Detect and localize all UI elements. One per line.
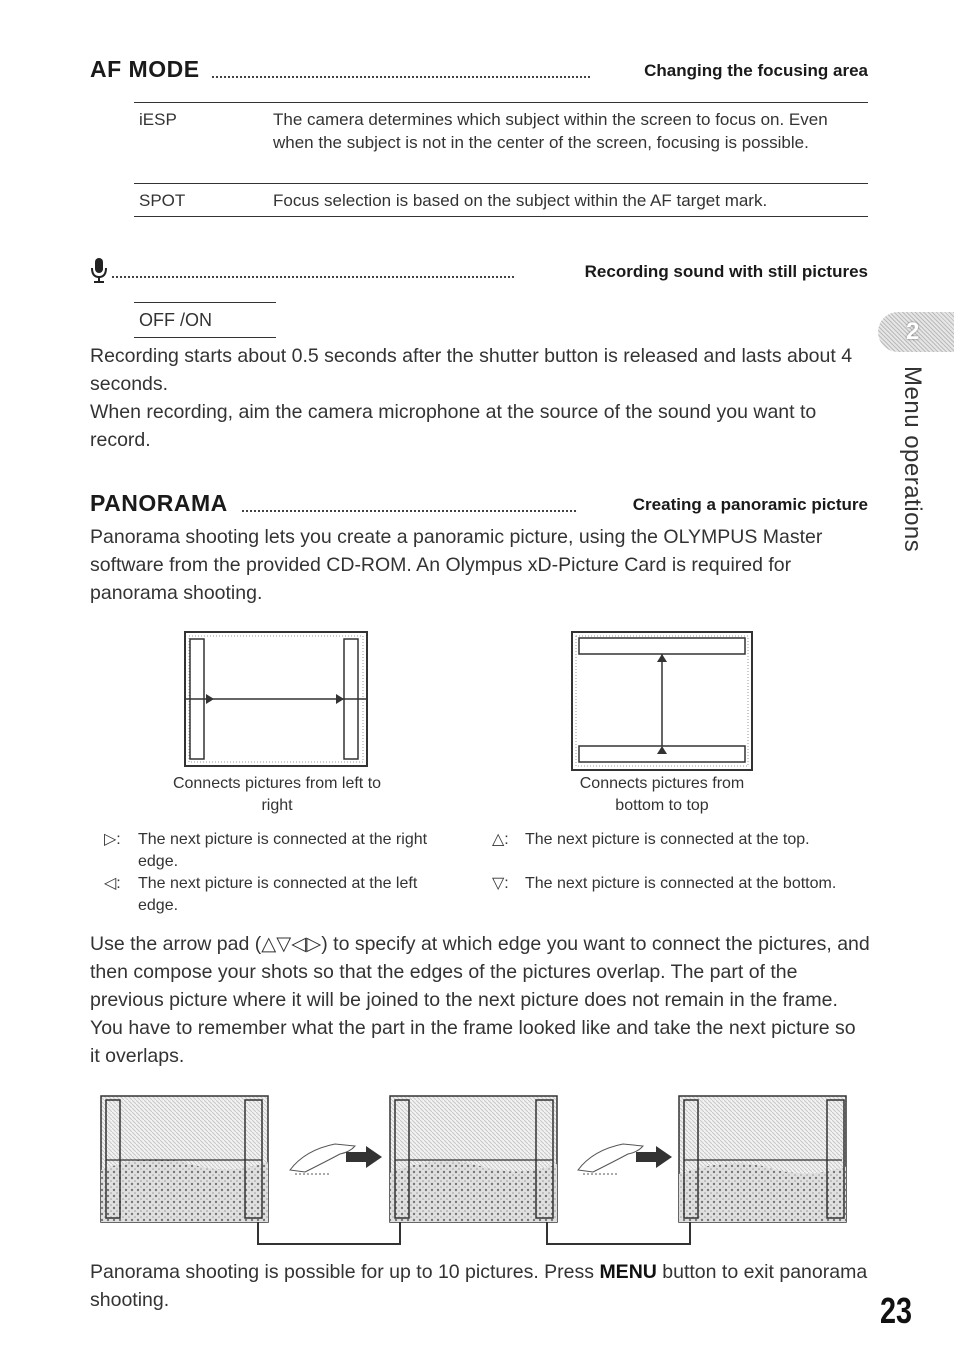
table-rule-top <box>134 102 868 103</box>
leader-dots <box>212 76 590 78</box>
table-rule-bottom <box>134 216 868 217</box>
left-arrow-icon: ◁: <box>104 875 121 892</box>
note-left-text: The next picture is connected at the left edge. <box>138 875 418 914</box>
sound-paragraph-1: Recording starts about 0.5 seconds after the shutter button is released and lasts about 4 seconds. <box>90 345 853 395</box>
note-top-text: The next picture is connected at the top. <box>525 831 810 848</box>
chapter-label: Menu operations <box>899 366 926 553</box>
chapter-number: 2 <box>906 318 920 345</box>
option-rule-top <box>134 302 276 303</box>
panorama-sequence-illustration <box>100 1092 850 1250</box>
sound-header <box>90 256 868 286</box>
menu-button-label: MENU <box>599 1261 657 1283</box>
sound-subtitle: Recording sound with still pictures <box>584 262 868 281</box>
caption-left-to-right: Connects pictures from left to right <box>172 775 382 814</box>
leader-dots <box>242 510 576 512</box>
sound-option: OFF /ON <box>139 310 212 330</box>
down-arrow-icon: ▽: <box>492 875 509 892</box>
arrow-pad-icons: △▽◁▷ <box>261 933 322 955</box>
panorama-intro: Panorama shooting lets you create a panoramic picture, using the OLYMPUS Master software from the provided CD-ROM. An Olympus xD-Picture Card is required for panorama shooting. <box>90 526 823 604</box>
note-right-text: The next picture is connected at the right edge. <box>138 831 428 870</box>
arrow-para-post: ) to specify at which edge you want to connect the pictures, and then compose your shots so that the edges of the pictures overlap. The part of the previous picture where it will be joined to the next picture does not remain in the frame. You have to remember what the part in the frame looked like and take the next picture so it overlaps. <box>90 933 870 1067</box>
final-paragraph <box>90 1258 870 1314</box>
arrow-pad-paragraph <box>90 930 870 1070</box>
panorama-header <box>90 488 868 522</box>
panorama-subtitle: Creating a panoramic picture <box>632 495 868 514</box>
leader-dots <box>112 276 514 278</box>
table-row-desc: Focus selection is based on the subject within the AF target mark. <box>273 191 768 210</box>
final-pre: Panorama shooting is possible for up to 10 pictures. Press <box>90 1261 600 1283</box>
microphone-icon <box>90 256 108 284</box>
table-row-label: SPOT <box>139 191 186 210</box>
panorama-title: PANORAMA <box>90 490 228 516</box>
note-bottom-text: The next picture is connected at the bottom. <box>525 875 837 892</box>
sound-paragraph-2: When recording, aim the camera microphone at the source of the sound you want to record. <box>90 401 817 451</box>
left-to-right-diagram <box>184 631 368 767</box>
table-row-label: iESP <box>139 110 177 129</box>
chapter-tab <box>878 312 954 352</box>
right-arrow-icon: ▷: <box>104 831 121 848</box>
up-arrow-icon: △: <box>492 831 509 848</box>
bottom-to-top-diagram <box>571 631 753 771</box>
table-row-desc: The camera determines which subject within the screen to focus on. Even when the subject is not in the center of the screen, focusing is possible. <box>273 110 828 152</box>
arrow-para-pre: Use the arrow pad ( <box>90 933 262 955</box>
option-rule-bottom <box>134 337 276 338</box>
table-rule-mid <box>134 183 868 184</box>
af-mode-title: AF MODE <box>90 56 200 82</box>
page-number: 23 <box>880 1290 913 1331</box>
caption-bottom-to-top: Connects pictures from bottom to top <box>579 775 745 814</box>
af-mode-header <box>90 54 868 88</box>
final-post: button to exit panorama shooting. <box>90 1261 868 1311</box>
af-mode-subtitle: Changing the focusing area <box>644 61 868 80</box>
